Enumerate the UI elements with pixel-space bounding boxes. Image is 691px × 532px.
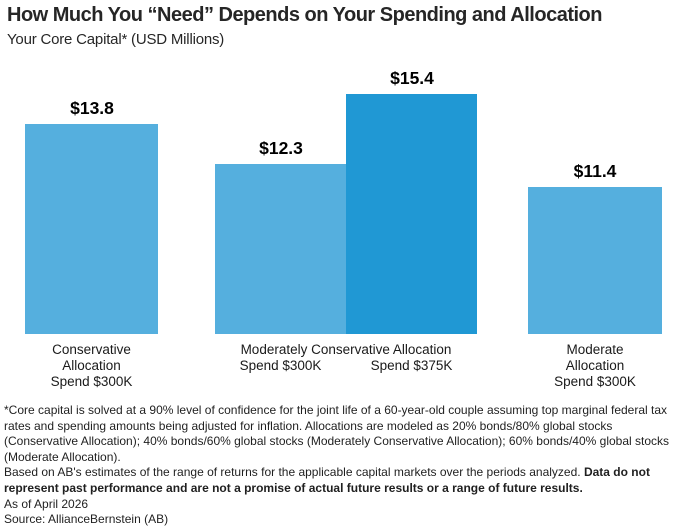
chart-subtitle: Your Core Capital* (USD Millions) [7,31,225,48]
as-of-date: As of April 2026 [4,496,89,511]
x-axis-label-line: Spend $300K [554,374,636,389]
x-axis-label-moderately-conservative: Moderately Conservative Allocation [240,342,452,357]
x-axis-label-line: Conservative [52,342,131,357]
bar-moderate-allocation [528,187,662,334]
bar-moderately-conservative-375k [346,94,477,334]
bar-value-label-conservative: $13.8 [70,98,114,118]
footnote-disclaimer-regular: Based on AB's estimates of the range of returns for the applicable capital markets over the periods analyzed. [4,465,584,480]
x-axis-label-line: Spend $300K [50,374,133,389]
footnote-disclaimer-bold: Data do not represent past performance and are not a promise of actual future results or a range of future results. [4,465,650,495]
x-axis-label-conservative [10,342,173,390]
bar-value-label-mod-conservative-300k: $12.3 [259,138,303,158]
bar-conservative-allocation [25,124,158,334]
x-axis-label-line: Allocation [565,358,625,373]
x-axis-label-line: Moderate [566,342,624,357]
source-line: Source: AllianceBernstein (AB) [4,512,169,527]
bar-moderately-conservative-300k [215,164,346,334]
bar-value-label-moderate: $11.4 [573,161,617,181]
x-axis-label-moderate [513,342,677,390]
footnote-disclaimer [4,465,688,496]
chart-title: How Much You “Need” Depends on Your Spending and Allocation [7,4,602,26]
x-axis-label-spend-375k: Spend $375K [370,358,453,373]
footnote-core-capital: *Core capital is solved at a 90% level of confidence for the joint life of a 60-year-old couple assuming top marginal federal tax rates and spending amounts being adjusted for inflation. Allocations are modeled as 20% bonds/80% global stocks (Conservative Allocation); 40% bonds/60% global stocks (Moderately Conservative Allocation); 60% bonds/40% global stocks (Moderate Allocation). [4,403,670,464]
bar-value-label-mod-conservative-375k: $15.4 [390,68,434,88]
x-axis-label-spend-300k: Spend $300K [239,358,322,373]
footnotes-block [4,403,688,528]
x-axis-label-line: Allocation [62,358,121,373]
